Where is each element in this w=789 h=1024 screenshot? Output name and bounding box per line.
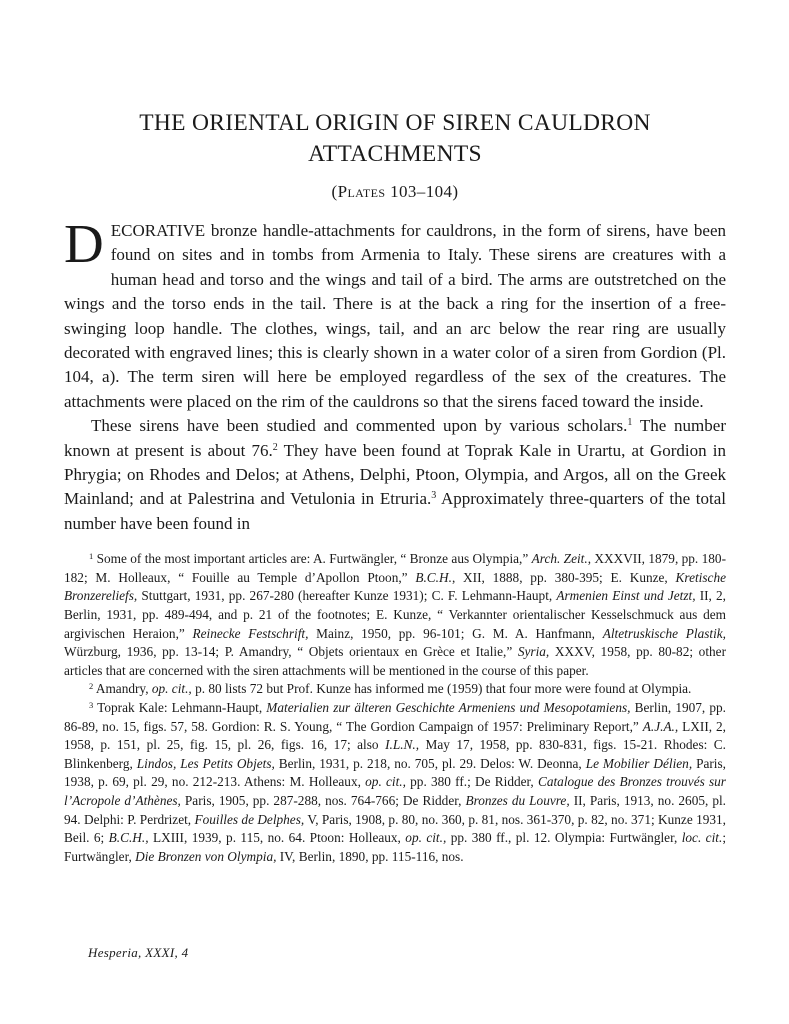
footnote-3-seg: Paris, 1938, p. 69, pl. 29, no. 212-213. Athens: M. Holleaux, [64, 755, 726, 790]
paragraph-2 [64, 414, 726, 536]
footnote-2-seg: Amandry, [93, 681, 152, 697]
footnote-ref-3[interactable]: 3 [431, 490, 437, 502]
footnote-3-number: 3 [89, 700, 94, 711]
footnote-ref-2[interactable]: 2 [272, 441, 278, 453]
footnote-1-seg: Stuttgart, 1931, pp. 267-280 (hereafter Kunze 1931); C. F. Lehmann-Haupt, [137, 588, 557, 604]
footnote-3-seg: V, Paris, 1908, p. 80, no. 360, p. 81, nos. 361-370, p. 82, no. 371; Kunze 1931, Beil. 6; [64, 811, 726, 846]
paragraph-1 [64, 213, 726, 414]
article-title [64, 108, 726, 170]
footnote-3-seg: May 17, 1958, pp. 830-831, figs. 15-21. Rhodes: C. Blinkenberg, [64, 737, 726, 771]
footnote-3-seg: II, Paris, 1913, no. 2605, pl. 94. Delphi: P. Perdrizet, [64, 793, 727, 827]
footnote-3-title: Materialien zur älteren Geschichte Armeniens und Mesopotamiens, [266, 700, 631, 716]
paragraph-2-text-a: These sirens have been studied and commented upon by various scholars. [91, 416, 628, 436]
footnote-3-seg: Berlin, 1907, pp. 86-89, no. 15, figs. 57, 58. Gordion: R. S. Young, “ The Gordion Campaign of 1957: Preliminary Report,” [64, 700, 726, 734]
footnote-2-title: op. cit., [151, 681, 192, 697]
footnote-3-title: Catalogue des Bronzes trouvés sur l’Acropole d’Athènes, [64, 774, 726, 808]
footnote-2-seg: p. 80 lists 72 but Prof. Kunze has informed me (1959) that four more were found at Olympia. [191, 681, 692, 697]
footnote-3-seg: ; Furtwängler, [64, 830, 727, 864]
footnote-2-number: 2 [89, 681, 94, 692]
footnote-3-seg: LXII, 2, 1958, p. 151, pl. 25, fig. 15, pl. 26, figs. 16, 17; also [64, 718, 727, 753]
footnote-3-title: op. cit., [405, 830, 447, 846]
footnote-3-seg: pp. 380 ff., pl. 12. Olympia: Furtwängler, [446, 830, 682, 846]
footnote-3-title: op. cit., [365, 774, 406, 790]
footnote-3 [64, 699, 726, 866]
footnote-1-title: Altetruskische Plastik, [602, 625, 727, 641]
footnote-3-seg: pp. 380 ff.; De Ridder, [405, 774, 538, 790]
footnote-1 [64, 550, 726, 680]
page [64, 0, 726, 866]
footnote-1-seg: II, 2, Berlin, 1931, pp. 489-494, and p. 21 of the footnotes; E. Kunze, “ Verkannter orientalischer Kesselschmuck aus dem argivischen Heraion,” [64, 588, 727, 641]
footnote-3-title: Le Mobilier Délien, [585, 755, 693, 771]
journal-folio: Hesperia, XXXI, 4 [88, 945, 189, 960]
footnote-3-seg: Berlin, 1931, p. 218, no. 705, pl. 29. Delos: W. Deonna, [274, 755, 586, 771]
plates-label: (Plates 103–104) [331, 182, 459, 201]
footnote-1-seg: Some of the most important articles are: A. Furtwängler, “ Bronze aus Olympia,” [93, 551, 532, 567]
footnote-1-seg: , XII, 1888, pp. 380-395; E. Kunze, [451, 569, 676, 585]
footnote-1-title: Syria, [517, 644, 550, 660]
paragraph-1-text: ECORATIVE bronze handle-attachments for cauldrons, in the form of sirens, have been found on sites and in tombs from Armenia to Italy. These sirens are creatures with a human head and torso and the wings and tail of a bird. The arms are outstretched on the wings and the torso ends in the tail. There is at the back a ring for the insertion of a free-swinging loop handle. The clothes, wings, tail, and an arc below the rear ring are usually decorated with engraved lines; this is clearly shown in a water color of a siren from Gordion (Pl. 104, a). The term siren will here be employed regardless of the sex of the creatures. The attachments were placed on the rim of the cauldrons so that the sirens faced toward the inside. [64, 221, 726, 411]
footnote-3-seg: Paris, 1905, pp. 287-288, nos. 764-766; De Ridder, [180, 793, 466, 808]
footnote-3-seg: IV, Berlin, 1890, pp. 115-116, nos. [276, 848, 464, 864]
footnote-3-seg: LXIII, 1939, p. 115, no. 64. Ptoon: Holleaux, [148, 830, 406, 846]
title-line-2: ATTACHMENTS [308, 141, 482, 167]
footnote-1-title: Reinecke Festschrift, [192, 625, 309, 641]
footnote-3-title: Bronzes du Louvre, [465, 793, 570, 808]
footnote-3-title: Lindos, Les Petits Objets, [136, 755, 275, 771]
footnote-1-seg: XXXV, 1958, pp. 80-82; other articles that are concerned with the siren attachments will be mentioned in the course of this paper. [64, 644, 727, 678]
footnote-3-title: B.C.H., [108, 830, 149, 846]
footnote-3-title: Fouilles de Delphes, [194, 811, 305, 827]
footnote-1-title: Arch. Zeit. [531, 551, 588, 567]
footnote-1-seg: , XXXVII, 1879, pp. 180-182; M. Holleaux, “ Fouille au Temple d’Apollon Ptoon,” [64, 551, 726, 585]
footnote-ref-1[interactable]: 1 [627, 417, 633, 429]
footnotes [64, 550, 726, 866]
footnote-1-seg: Würzburg, 1936, pp. 13-14; P. Amandry, “ Objets orientaux en Grèce et Italie,” [64, 644, 518, 660]
paragraph-2-text-b: The number known at present is about 76. [64, 416, 726, 460]
footnote-3-title: I.L.N., [385, 737, 420, 753]
footnote-1-seg: Mainz, 1950, pp. 96-101; G. M. A. Hanfmann, [308, 625, 603, 641]
footnote-1-title: B.C.H. [415, 569, 452, 585]
paragraph-2-text-d: Approximately three-quarters of the total number have been found in [64, 489, 726, 533]
footnote-3-title: A.J.A., [642, 718, 679, 734]
footnote-3-title: loc. cit. [681, 830, 723, 846]
footnote-2 [64, 680, 726, 699]
footnote-1-title: Armenien Einst und Jetzt, [556, 588, 696, 604]
paragraph-2-text-c: They have been found at Toprak Kale in Urartu, at Gordion in Phrygia; on Rhodes and Delos; at Athens, Delphi, Ptoon, Olympia, and Argos, all on the Greek Mainland; and at Palestrina and Vetulonia in Etruria. [64, 440, 727, 509]
footnote-3-seg: Toprak Kale: Lehmann-Haupt, [93, 700, 267, 716]
drop-cap: D [64, 213, 104, 274]
title-line-1: THE ORIENTAL ORIGIN OF SIREN CAULDRON [139, 110, 651, 136]
footnote-1-title: Kretische Bronzereliefs, [64, 569, 726, 604]
footnote-1-number: 1 [89, 551, 94, 562]
footnote-3-title: Die Bronzen von Olympia, [135, 848, 277, 864]
plates-reference [64, 182, 726, 202]
